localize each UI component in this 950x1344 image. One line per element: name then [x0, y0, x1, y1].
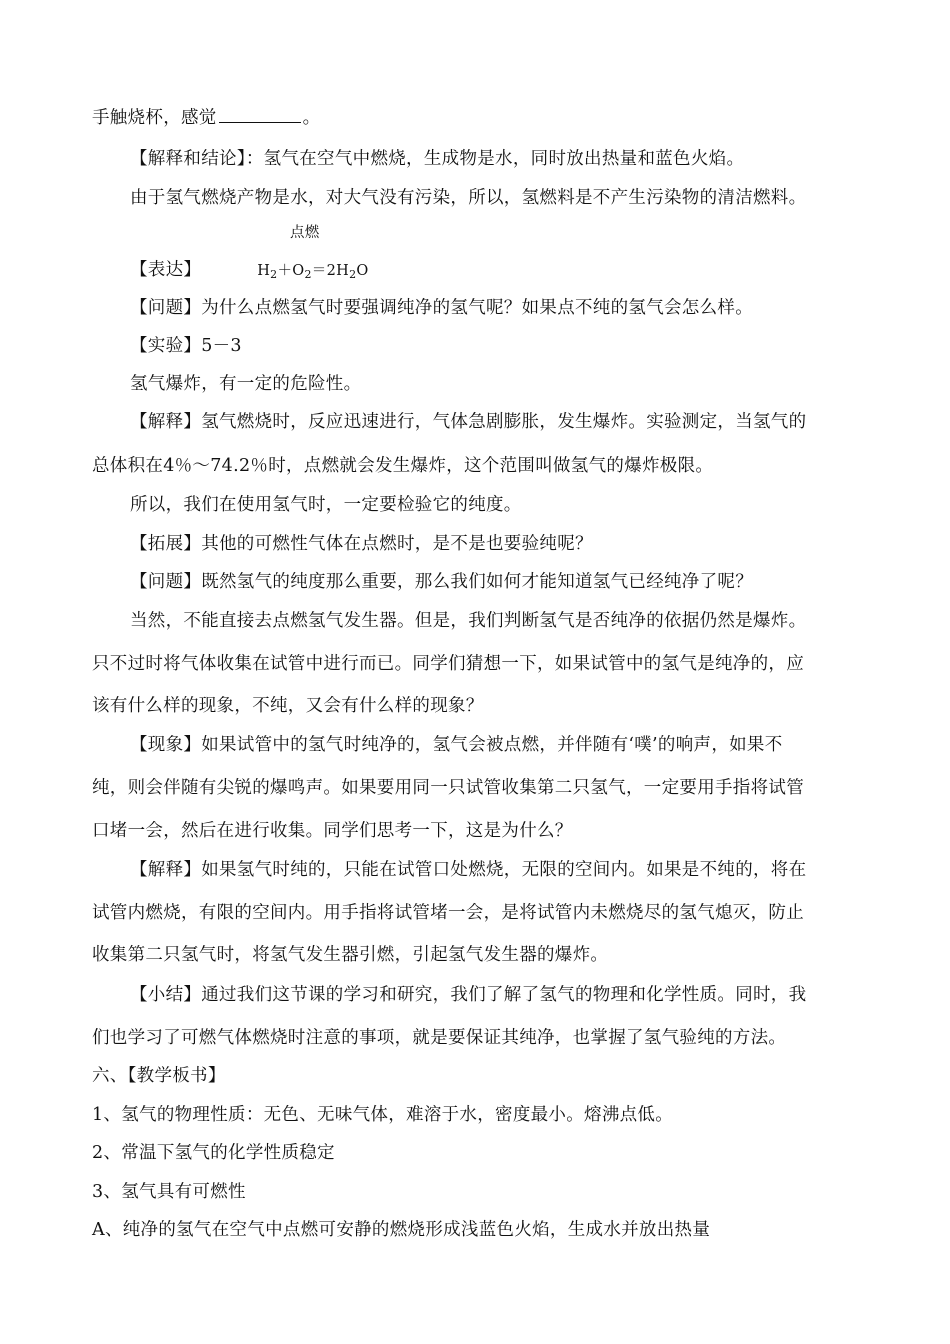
- explanation-conclusion: 【解释和结论】：氢气在空气中燃烧，生成物是水，同时放出热量和蓝色火焰。: [130, 149, 745, 169]
- summary-line-2: 们也学习了可燃气体燃烧时注意的事项，就是要保证其纯净，也掌握了氢气验纯的方法。: [92, 1028, 787, 1048]
- answer-blank: [219, 104, 301, 123]
- question-1: 【问题】为什么点燃氢气时要强调纯净的氢气呢？如果点不纯的氢气会怎么样。: [130, 298, 753, 318]
- paragraph-line-1: [92, 104, 862, 130]
- expression-label: 【表达】: [130, 260, 202, 280]
- paragraph-test-line-2: 只不过时将气体收集在试管中进行而已。同学们猜想一下，如果试管中的氢气是纯净的，应: [92, 654, 804, 674]
- phenomenon-line-2: 纯，则会伴随有尖锐的爆鸣声。如果要用同一只试管收集第二只氢气，一定要用手指将试管: [92, 778, 804, 798]
- expression-equation: [130, 258, 900, 287]
- phenomenon-line-3: 口堵一会，然后在进行收集。同学们思考一下，这是为什么？: [92, 821, 573, 841]
- summary-line-1: 【小结】通过我们这节课的学习和研究，我们了解了氢气的物理和化学性质。同时，我: [130, 985, 807, 1005]
- paragraph-clean-fuel: 由于氢气燃烧产物是水，对大气没有污染，所以，氢燃料是不产生污染物的清洁燃料。: [130, 188, 807, 208]
- board-item-1: 1、氢气的物理性质：无色、无味气体，难溶于水，密度最小。熔沸点低。: [92, 1105, 674, 1125]
- section-heading-board: 六、【教学板书】: [92, 1066, 226, 1086]
- phenomenon-line-1: 【现象】如果试管中的氢气时纯净的，氢气会被点燃，并伴随有‘噗’的响声，如果不: [130, 735, 783, 755]
- chemical-equation: $H_2+O_2=2H_2O$: [257, 263, 369, 281]
- paragraph-explosion: 氢气爆炸，有一定的危险性。: [130, 374, 362, 394]
- board-item-3: 3、氢气具有可燃性: [92, 1182, 246, 1202]
- board-item-2: 2、常温下氢气的化学性质稳定: [92, 1143, 335, 1163]
- explanation-3-line-2: 试管内燃烧，有限的空间内。用手指将试管堵一会，是将试管内未燃烧尽的氢气熄灭，防止: [92, 903, 804, 923]
- question-2: 【问题】既然氢气的纯度那么重要，那么我们如何才能知道氢气已经纯净了呢？: [130, 572, 753, 592]
- reaction-condition: 点燃: [290, 225, 320, 241]
- paragraph-purity-check: 所以，我们在使用氢气时，一定要检验它的纯度。: [130, 495, 522, 515]
- paragraph-test-line-3: 该有什么样的现象，不纯，又会有什么样的现象？: [92, 696, 484, 716]
- explanation-2-line-2: 总体积在4％～74.2％时，点燃就会发生爆炸，这个范围叫做氢气的爆炸极限。: [92, 456, 714, 476]
- paragraph-test-line-1: 当然，不能直接去点燃氢气发生器。但是，我们判断氢气是否纯净的依据仍然是爆炸。: [130, 611, 807, 631]
- line-text: 手触烧杯，感觉: [92, 108, 217, 128]
- board-item-3a: A、纯净的氢气在空气中点燃可安静的燃烧形成浅蓝色火焰，生成水并放出热量: [92, 1220, 711, 1240]
- line-text-end: 。: [302, 108, 321, 128]
- explanation-3-line-1: 【解释】如果氢气时纯的，只能在试管口处燃烧，无限的空间内。如果是不纯的，将在: [130, 860, 807, 880]
- extension: 【拓展】其他的可燃性气体在点燃时，是不是也要验纯呢？: [130, 534, 593, 554]
- explanation-3-line-3: 收集第二只氢气时，将氢气发生器引燃，引起氢气发生器的爆炸。: [92, 945, 609, 965]
- explanation-2-line-1: 【解释】氢气燃烧时，反应迅速进行，气体急剧膨胀，发生爆炸。实验测定，当氢气的: [130, 412, 807, 432]
- experiment-label: 【实验】5－3: [130, 336, 242, 356]
